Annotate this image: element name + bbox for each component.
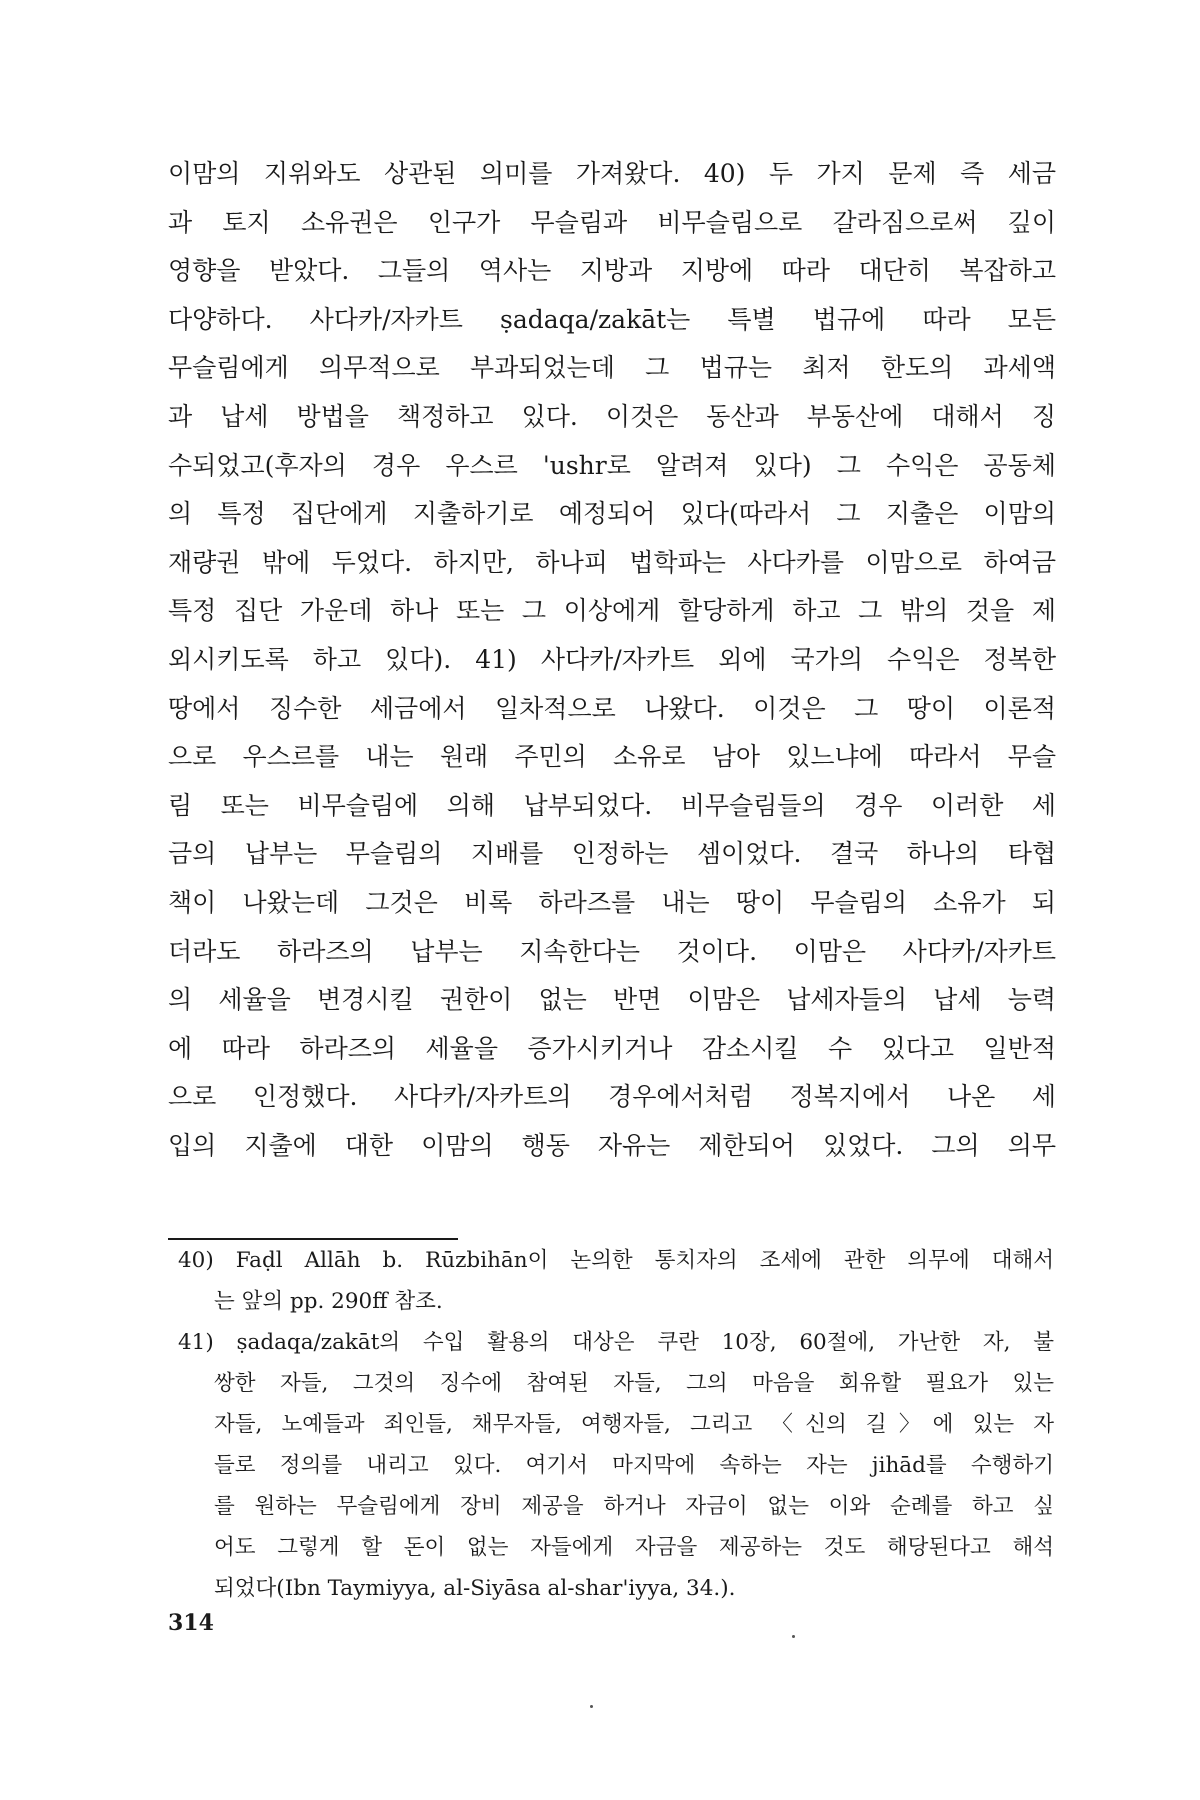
body-line: 입의 지출에 대한 이맘의 행동 자유는 제한되어 있었다. 그의 의무 xyxy=(168,1130,1056,1160)
body-line: 이맘의 지위와도 상관된 의미를 가져왔다. 40) 두 가지 문제 즉 세금 xyxy=(168,159,1056,188)
body-line: 외시키도록 하고 있다). 41) 사다카/자카트 외에 국가의 수익은 정복한 xyxy=(168,644,1056,674)
body-line: 책이 나왔는데 그것은 비록 하라즈를 내는 땅이 무슬림의 소유가 되 xyxy=(168,887,1056,917)
body-text xyxy=(168,150,1056,1170)
body-line: 으로 우스르를 내는 원래 주민의 소유로 남아 있느냐에 따라서 무슬 xyxy=(168,742,1056,772)
footnote-line: 어도 그렇게 할 돈이 없는 자들에게 자금을 제공하는 것도 해당된다고 해석 xyxy=(214,1535,1054,1560)
body-line: 림 또는 비무슬림에 의해 납부되었다. 비무슬림들의 경우 이러한 세 xyxy=(168,790,1056,820)
footnote-line: 쌍한 자들, 그것의 징수에 참여된 자들, 그의 마음을 회유할 필요가 있는 xyxy=(214,1371,1054,1396)
body-line: 무슬림에게 의무적으로 부과되었는데 그 법규는 최저 한도의 과세액 xyxy=(168,353,1056,383)
body-line: 다양하다. 사다카/자카트 ṣadaqa/zakāt는 특별 법규에 따라 모든 xyxy=(168,304,1056,334)
body-line: 에 따라 하라즈의 세율을 증가시키거나 감소시킬 수 있다고 일반적 xyxy=(168,1033,1056,1063)
body-line: 특정 집단 가운데 하나 또는 그 이상에게 할당하게 하고 그 밖의 것을 제 xyxy=(168,596,1056,626)
body-line: 영향을 받았다. 그들의 역사는 지방과 지방에 따라 대단히 복잡하고 xyxy=(168,256,1056,286)
footnote-line: 들로 정의를 내리고 있다. 여기서 마지막에 속하는 자는 jihād를 수행하기 xyxy=(214,1453,1054,1478)
footnote-41 xyxy=(178,1322,1054,1609)
body-line: 과 납세 방법을 책정하고 있다. 이것은 동산과 부동산에 대해서 징 xyxy=(168,401,1056,431)
footnote-line: 40) Faḍl Allāh b. Rūzbihān이 논의한 통치자의 조세에 관한 의무에 대해서 xyxy=(178,1248,1054,1273)
footnote-line: 는 앞의 pp. 290ff 참조. xyxy=(214,1289,443,1314)
footnote-40 xyxy=(178,1240,1054,1322)
body-line: 더라도 하라즈의 납부는 지속한다는 것이다. 이맘은 사다카/자카트 xyxy=(168,936,1056,966)
body-line: 땅에서 징수한 세금에서 일차적으로 나왔다. 이것은 그 땅이 이론적 xyxy=(168,693,1056,723)
body-line: 과 토지 소유권은 인구가 무슬림과 비무슬림으로 갈라짐으로써 깊이 xyxy=(168,207,1056,237)
footnotes xyxy=(178,1240,1054,1609)
body-line: 의 특정 집단에게 지출하기로 예정되어 있다(따라서 그 지출은 이맘의 xyxy=(168,499,1056,529)
body-line: 금의 납부는 무슬림의 지배를 인정하는 셈이었다. 결국 하나의 타협 xyxy=(168,839,1056,869)
body-line: 의 세율을 변경시킬 권한이 없는 반면 이맘은 납세자들의 납세 능력 xyxy=(168,985,1056,1015)
footnote-line: 를 원하는 무슬림에게 장비 제공을 하거나 자금이 없는 이와 순례를 하고 싶 xyxy=(214,1494,1054,1519)
footnote-line: 되었다(Ibn Taymiyya, al-Siyāsa al-shar'iyya, 34.). xyxy=(214,1576,736,1601)
scan-speck xyxy=(590,1705,593,1708)
page-number: 314 xyxy=(168,1610,214,1636)
body-line: 재량권 밖에 두었다. 하지만, 하나피 법학파는 사다카를 이맘으로 하여금 xyxy=(168,547,1056,577)
footnote-line: 자들, 노예들과 죄인들, 채무자들, 여행자들, 그리고 〈신의 길〉에 있는 자 xyxy=(214,1412,1054,1437)
body-line: 수되었고(후자의 경우 우스르 'ushr로 알려져 있다) 그 수익은 공동체 xyxy=(168,450,1056,480)
footnote-line: 41) ṣadaqa/zakāt의 수입 활용의 대상은 쿠란 10장, 60절에, 가난한 자, 불 xyxy=(178,1330,1054,1355)
body-line: 으로 인정했다. 사다카/자카트의 경우에서처럼 정복지에서 나온 세 xyxy=(168,1082,1056,1112)
scan-speck xyxy=(792,1635,795,1638)
